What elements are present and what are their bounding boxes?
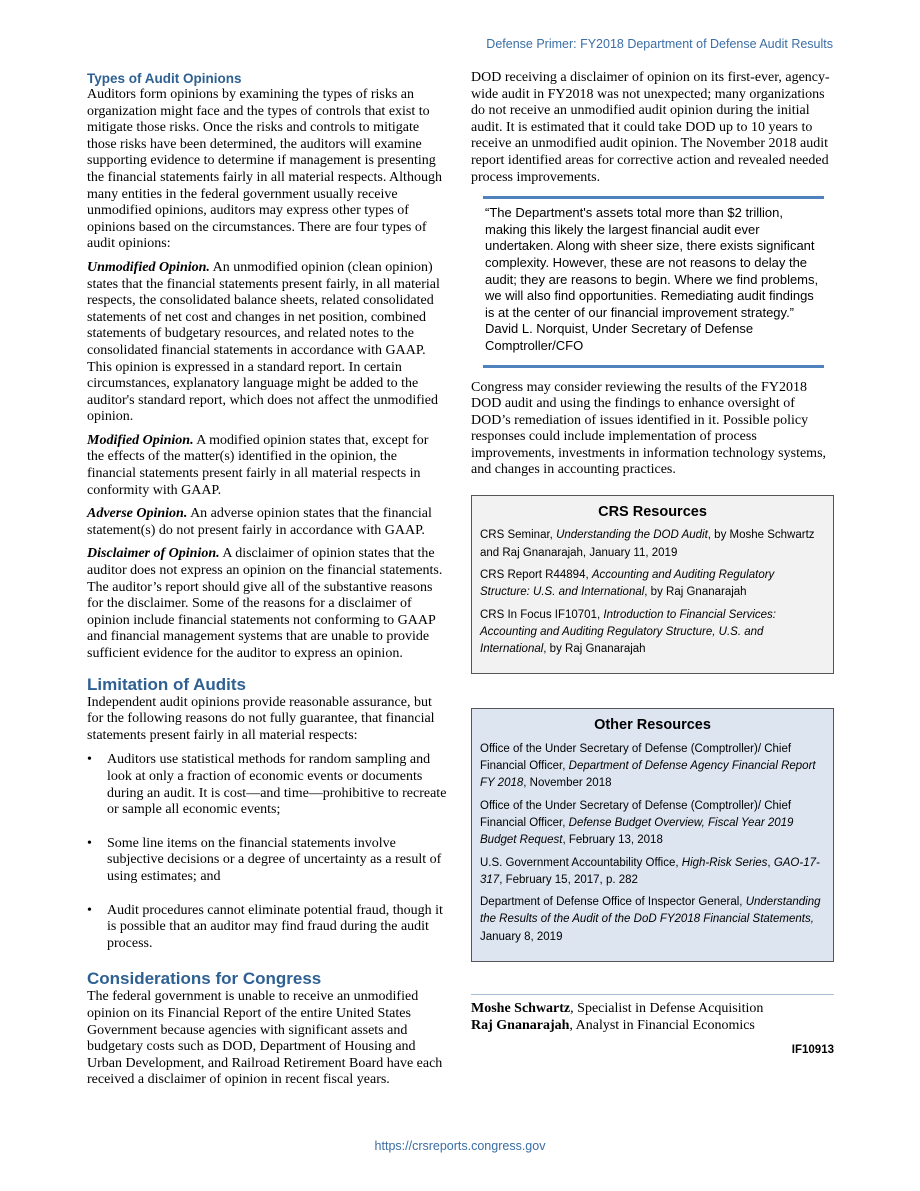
footer-url[interactable]: https://crsreports.congress.gov (374, 1139, 546, 1153)
modified-paragraph (87, 433, 449, 499)
entry-title: Accounting and Auditing Regulatory Structure: U.S. and International (480, 568, 775, 599)
quote-attribution: David L. Norquist, Under Secretary of Defense Comptroller/CFO (485, 321, 754, 353)
entry-text: , February 13, 2018 (562, 834, 663, 847)
other-resources-box (471, 708, 834, 962)
crs-resource-entry (480, 607, 825, 659)
entry-text: , February 15, 2017, p. 282 (499, 873, 638, 886)
other-resource-entry (480, 798, 825, 850)
pull-quote (483, 196, 824, 367)
crs-resources-box (471, 495, 834, 674)
quote-text: “The Department's assets total more than $2 trillion, making this likely the largest financial audit ever undertaken. Along with sheer size, there exists significant complexity. However, these are not reasons to delay the audit; they are reasons to begin. Where we find problems, we will also find opportunities. Remediating audit findings is at the center of our financial improvement strategy.” (485, 205, 819, 320)
considerations-heading: Considerations for Congress (87, 969, 322, 989)
entry-text: , (767, 856, 774, 869)
considerations-text: The federal government is unable to receive an unmodified opinion on its Financial Report of the entire United States Government because agencies with significant assets and budgetary costs such as DOD, Department of Housing and Urban Development, and Railroad Retirement Board have each received a disclaimer of opinion in recent fiscal years. (87, 989, 443, 1088)
unmodified-lead: Unmodified Opinion. (87, 259, 210, 275)
crs-resources-title: CRS Resources (598, 504, 707, 521)
disclaimer-text: A disclaimer of opinion states that the auditor does not express an opinion on the financial statements. The auditor’s report should give all of the substantive reasons for the disclaimer. Some of the reasons for a disclaimer of opinion include financial statements not conforming to GAAP and financial management systems that are unable to provide sufficient evidence for the auditor to express an opinion. (87, 546, 443, 661)
author-line (471, 1018, 834, 1035)
modified-lead: Modified Opinion. (87, 432, 194, 448)
entry-text: January 8, 2019 (480, 930, 563, 943)
unmodified-text: An unmodified opinion (clean opinion) states that the financial statements present fairly, in all material respects, the consolidated balance sheets, related consolidated statements of net cost and changes in net position, combined statements of budgetary resources, and related notes to the consolidated financial statements in accordance with GAAP. This opinion is expressed in a standard report. In certain circumstances, explanatory language might be added to the auditor's standard report, which does not affect the unmodified opinion. (87, 259, 440, 425)
modified-text: A modified opinion states that, except for the effects of the matter(s) identified in the opinion, the financial statements present fairly in all material respects in conformity with GAAP. (87, 432, 429, 498)
list-item: • Some line items on the financial statements involve subjective decisions or a degree of uncertainty as a result of using estimates; and (107, 836, 449, 886)
unmodified-paragraph (87, 260, 449, 426)
limitation-list (87, 752, 449, 952)
entry-text: , November 2018 (523, 777, 612, 790)
product-id: IF10913 (791, 1044, 834, 1057)
entry-title: Introduction to Financial Services: Accounting and Auditing Regulatory Structure, U.S. and International (480, 608, 776, 656)
entry-text: , by Moshe Schwartz and Raj Gnanarajah, January 11, 2019 (480, 529, 815, 559)
entry-title: Department of Defense Agency Financial Report FY 2018 (480, 760, 816, 790)
entry-title: GAO-17-317 (480, 856, 820, 886)
entry-title: Understanding the DOD Audit (556, 529, 708, 542)
crs-resource-entry (480, 527, 825, 562)
entry-text: CRS In Focus IF10701, (480, 608, 604, 621)
entry-text: Office of the Under Secretary of Defense (Comptroller)/ Chief Financial Officer, (480, 742, 792, 773)
adverse-paragraph (87, 506, 449, 539)
entry-text: Department of Defense Office of Inspector General, (480, 896, 746, 909)
crs-resource-entry (480, 567, 825, 602)
other-resources-title: Other Resources (594, 717, 711, 734)
author-divider (471, 994, 834, 995)
other-resource-entry (480, 855, 825, 890)
author-name: Moshe Schwartz (471, 1001, 571, 1016)
entry-text: CRS Report R44894, (480, 568, 592, 581)
entry-title: Defense Budget Overview, Fiscal Year 2019 Budget Request (480, 816, 794, 847)
author-role: , Analyst in Financial Economics (569, 1017, 755, 1033)
author-line (471, 1001, 834, 1018)
left-column (87, 70, 449, 1096)
limitation-intro: Independent audit opinions provide reasonable assurance, but for the following reasons do not fully guarantee, that financial statements present fairly in all material respects: (87, 694, 435, 743)
entry-text: U.S. Government Accountability Office, (480, 856, 682, 869)
other-resource-entry (480, 741, 825, 793)
types-intro: Auditors form opinions by examining the types of risks an organization might face and the types of controls that exist to mitigate those risks. Once the risks and controls to mitigate those risks have been determined, the auditors will examine supporting evidence to determine if management is presenting the financial statements fairly in all material respects. Although many entities in the federal government usually receive unmodified opinions, auditors may express other types of opinions based on the circumstances. There are four types of audit opinions: (87, 87, 442, 252)
entry-text: CRS Seminar, (480, 529, 557, 542)
entry-text: , by Raj Gnanarajah (543, 643, 646, 656)
disclaimer-paragraph (87, 546, 449, 662)
list-item: • Auditors use statistical methods for random sampling and look at only a fraction of economic events or documents during an audit. It is cost—and time—prohibitive to recreate or sample all economic events; (107, 752, 449, 818)
right-column (471, 70, 834, 1059)
other-resource-entry (480, 894, 825, 946)
entry-title: High-Risk Series (681, 856, 768, 869)
author-name: Raj Gnanarajah (471, 1017, 570, 1033)
author-role: , Specialist in Defense Acquisition (570, 1001, 764, 1016)
entry-text: Office of the Under Secretary of Defense (Comptroller)/ Chief Financial Officer, (480, 799, 792, 829)
adverse-lead: Adverse Opinion. (87, 506, 188, 522)
right-intro: DOD receiving a disclaimer of opinion on its first-ever, agency-wide audit in FY2018 was not unexpected; many organizations do not receive an unmodified audit opinion during the initial audit. It is estimated that it could take DOD up to 10 years to receive an unmodified audit opinion. The November 2018 audit report identified areas for corrective action and revealed needed process improvements. (471, 70, 830, 185)
congress-paragraph: Congress may consider reviewing the results of the FY2018 DOD audit and using the findings to enhance oversight of DOD’s remediation of issues identified in it. Possible policy responses could include implementation of process improvements, investments in information technology systems, and changes in accounting practices. (471, 379, 827, 478)
disclaimer-lead: Disclaimer of Opinion. (87, 546, 220, 562)
limitation-heading: Limitation of Audits (87, 674, 246, 694)
entry-text: , by Raj Gnanarajah (644, 586, 747, 599)
types-heading: Types of Audit Opinions (87, 71, 242, 86)
running-header: Defense Primer: FY2018 Department of Defense Audit Results (486, 37, 833, 51)
list-item: • Audit procedures cannot eliminate potential fraud, though it is possible that an auditor may find fraud during the audit process. (107, 903, 449, 953)
entry-title: Understanding the Results of the Audit of the DoD FY2018 Financial Statements, (480, 896, 821, 926)
adverse-text: An adverse opinion states that the financial statement(s) do not present fairly in accordance with GAAP. (87, 506, 432, 538)
